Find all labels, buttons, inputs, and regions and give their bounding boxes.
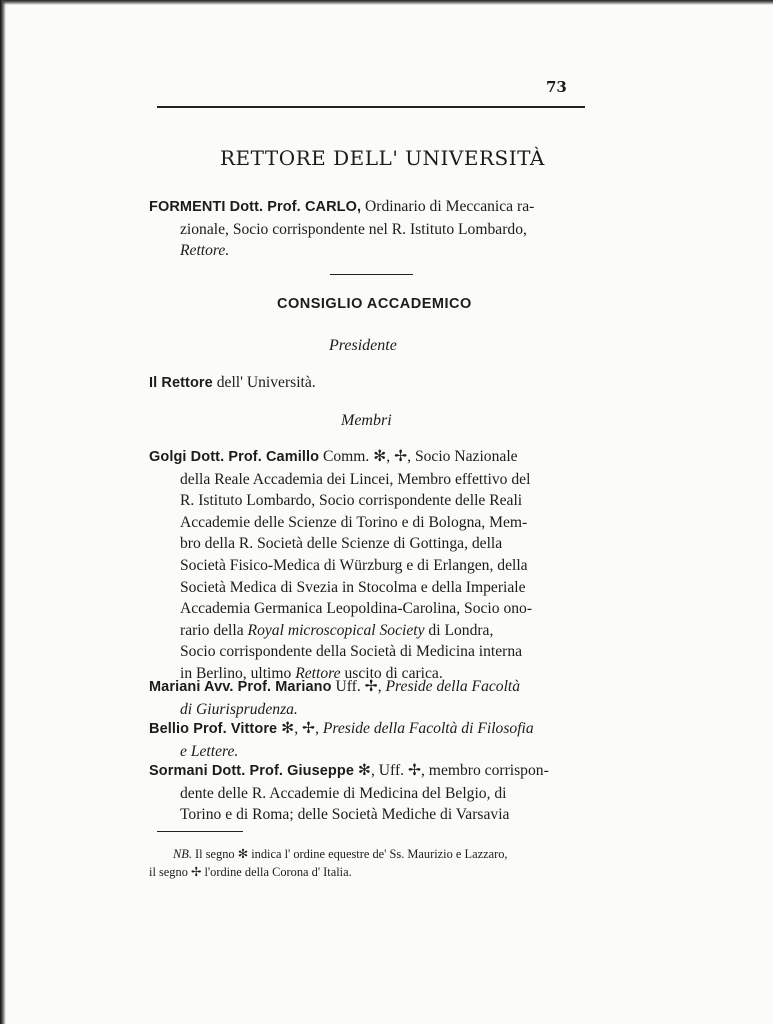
mariani-entry [149, 676, 589, 720]
golgi-line10: Socio corrispondente della Società di Medicina interna [180, 643, 523, 661]
footnote-nb: NB. [173, 847, 192, 861]
sormani-line2: dente delle R. Accademie di Medicina del Belgio, di [180, 784, 507, 802]
membri-label: Membri [341, 412, 392, 429]
rettore-entry [149, 196, 589, 262]
section-separator [330, 274, 413, 275]
golgi-entry [149, 446, 589, 685]
footnote-line1: Il segno ✻ indica l' ordine equestre de' Ss. Maurizio e Lazzaro, [195, 847, 508, 861]
rettore-line2: zionale, Socio corrispondente nel R. Istituto Lombardo, [180, 220, 527, 238]
golgi-line6: Società Fisico-Medica di Würzburg e di Erlangen, della [180, 556, 528, 574]
page-left-edge [0, 0, 6, 1024]
page-title: RETTORE DELL' UNIVERSITÀ [220, 146, 545, 170]
page-number: 73 [546, 78, 567, 96]
bellio-line1a: ✻, ✢, [281, 720, 319, 737]
golgi-line9b: Royal microscopical Society [247, 621, 425, 639]
golgi-line5: bro della R. Società delle Scienze di Gottinga, della [180, 535, 503, 553]
golgi-line3: R. Istituto Lombardo, Socio corrispondente delle Reali [180, 492, 523, 510]
bellio-entry [149, 718, 589, 762]
mariani-line1b: Preside della Facoltà [385, 678, 521, 695]
golgi-line11c: uscito di carica. [344, 664, 443, 682]
golgi-line9c: di Londra, [428, 621, 494, 639]
page-top-edge [0, 0, 773, 5]
rettore-line3: Rettore. [180, 242, 230, 260]
consiglio-heading: CONSIGLIO ACCADEMICO [277, 296, 472, 312]
bellio-line1b: Preside della Facoltà di Filosofia [322, 720, 534, 737]
footnote-rule [157, 831, 243, 832]
mariani-name: Mariani Avv. Prof. Mariano [149, 679, 332, 695]
golgi-line7: Società Medica di Svezia in Stocolma e della Imperiale [180, 578, 526, 596]
golgi-name: Golgi Dott. Prof. Camillo [149, 449, 320, 465]
bellio-line2: e Lettere. [180, 742, 239, 760]
rettore-line1: Ordinario di Meccanica ra- [365, 198, 535, 215]
footnote-line2: il segno ✢ l'ordine della Corona d' Italia. [149, 865, 352, 879]
golgi-line1: Comm. ✻, ✢, Socio Nazionale [322, 448, 518, 465]
golgi-line2: della Reale Accademia dei Lincei, Membro effettivo del [180, 470, 531, 488]
presidente-text: dell' Università. [216, 374, 316, 391]
sormani-line1: ✻, Uff. ✢, membro corrispon- [357, 762, 549, 779]
mariani-line1a: Uff. ✢, [335, 678, 382, 695]
bellio-name: Bellio Prof. Vittore [149, 721, 278, 737]
golgi-line9a: rario della [180, 621, 244, 639]
presidente-name: Il Rettore [149, 375, 213, 391]
presidente-label: Presidente [329, 337, 397, 354]
sormani-line3: Torino e di Roma; delle Società Mediche di Varsavia [180, 806, 510, 824]
mariani-line2: di Giurisprudenza. [180, 700, 298, 718]
golgi-line11b: Rettore [295, 664, 341, 682]
presidente-entry [149, 372, 589, 395]
footnote [149, 845, 599, 881]
sormani-entry [149, 760, 589, 826]
golgi-line8: Accademia Germanica Leopoldina-Carolina, Socio ono- [180, 600, 533, 618]
sormani-name: Sormani Dott. Prof. Giuseppe [149, 763, 355, 779]
header-rule [157, 106, 585, 108]
golgi-line4: Accademie delle Scienze di Torino e di Bologna, Mem- [180, 513, 528, 531]
golgi-line11a: in Berlino, ultimo [180, 664, 292, 682]
rettore-name: FORMENTI Dott. Prof. CARLO, [149, 199, 362, 215]
